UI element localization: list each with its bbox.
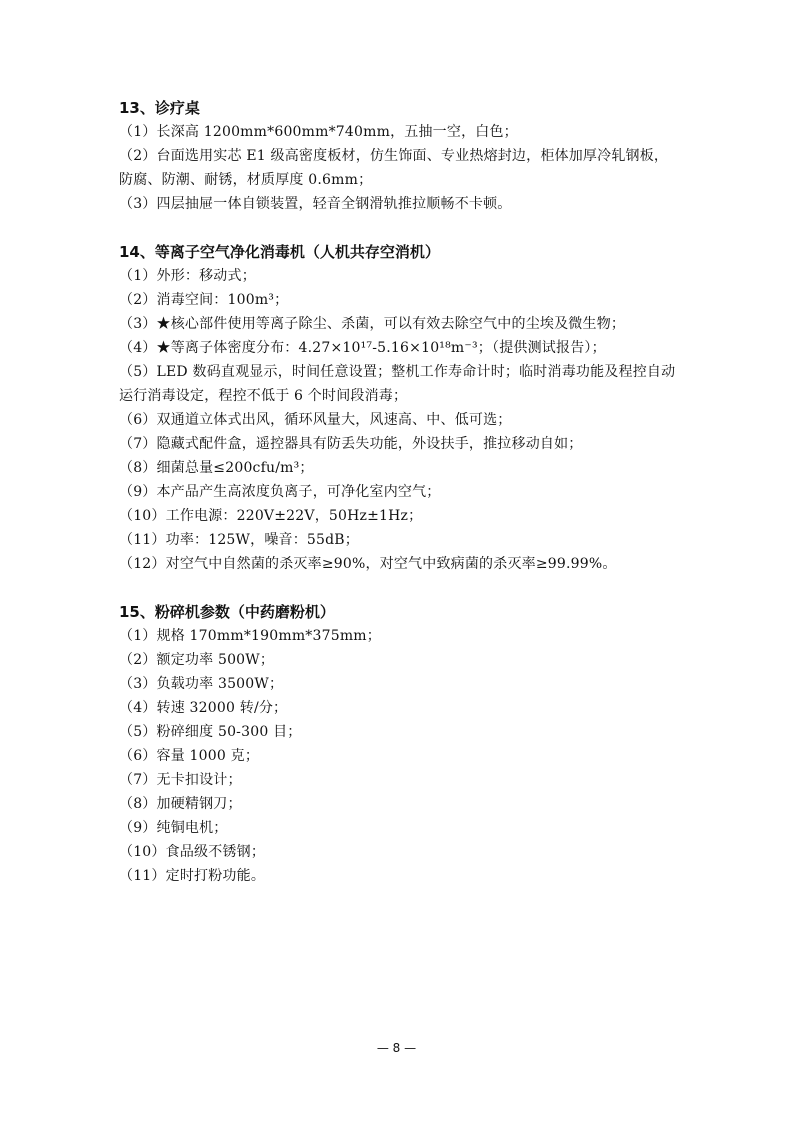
list-item: （9）本产品产生高浓度负离子，可净化室内空气； [119, 484, 441, 500]
list-item: （10）食品级不锈钢； [119, 844, 266, 860]
list-item: （11）定时打粉功能。 [119, 868, 266, 884]
page-content [119, 96, 679, 912]
list-item: （2）额定功率 500W； [119, 652, 275, 668]
list-item: （6）双通道立体式出风，循环风量大，风速高、中、低可选； [119, 412, 512, 428]
list-item: （5）LED 数码直观显示，时间任意设置；整机工作寿命计时；临时消毒功能及程控自动运行消毒设定，程控不低于 6 个时间段消毒； [119, 364, 676, 404]
list-item: （10）工作电源：220V±22V，50Hz±1Hz； [119, 508, 423, 524]
section-15 [119, 600, 679, 888]
list-item: （4）转速 32000 转/分； [119, 700, 288, 716]
section-heading: 13、诊疗桌 [119, 99, 200, 117]
list-item: （3）负载功率 3500W； [119, 676, 284, 692]
list-item: （11）功率：125W，噪音：55dB； [119, 532, 359, 548]
list-item: （1）外形：移动式； [119, 268, 256, 284]
list-item: （5）粉碎细度 50-300 目； [119, 724, 302, 740]
list-item: （3）★核心部件使用等离子除尘、杀菌，可以有效去除空气中的尘埃及微生物； [119, 316, 626, 332]
list-item: （12）对空气中自然菌的杀灭率≥90%，对空气中致病菌的杀灭率≥99.99%。 [119, 556, 617, 572]
list-item: （7）隐藏式配件盒，遥控器具有防丢失功能，外设扶手，推拉移动自如； [119, 436, 583, 452]
list-item: （2）台面选用实芯 E1 级高密度板材，仿生饰面、专业热熔封边，柜体加厚冷轧钢板，防腐、防潮、耐锈，材质厚度 0.6mm； [119, 148, 669, 188]
page-number: — 8 — [376, 1041, 417, 1055]
list-item: （1）规格 170mm*190mm*375mm； [119, 628, 381, 644]
list-item: （9）纯铜电机； [119, 820, 228, 836]
section-14 [119, 240, 679, 576]
section-heading: 14、等离子空气净化消毒机（人机共存空消机） [119, 243, 440, 261]
list-item: （4）★等离子体密度分布：4.27×10¹⁷-5.16×10¹⁸m⁻³；（提供测试报告）； [119, 340, 606, 356]
list-item: （8）细菌总量≤200cfu/m³； [119, 460, 314, 476]
list-item: （1）长深高 1200mm*600mm*740mm，五抽一空，白色； [119, 124, 518, 140]
list-item: （2）消毒空间：100m³； [119, 292, 289, 308]
list-item: （6）容量 1000 克； [119, 748, 260, 764]
section-13 [119, 96, 679, 216]
section-heading: 15、粉碎机参数（中药磨粉机） [119, 603, 335, 621]
list-item: （8）加硬精钢刀； [119, 796, 242, 812]
list-item: （3）四层抽屉一体自锁装置，轻音全钢滑轨推拉顺畅不卡顿。 [119, 196, 512, 212]
list-item: （7）无卡扣设计； [119, 772, 242, 788]
